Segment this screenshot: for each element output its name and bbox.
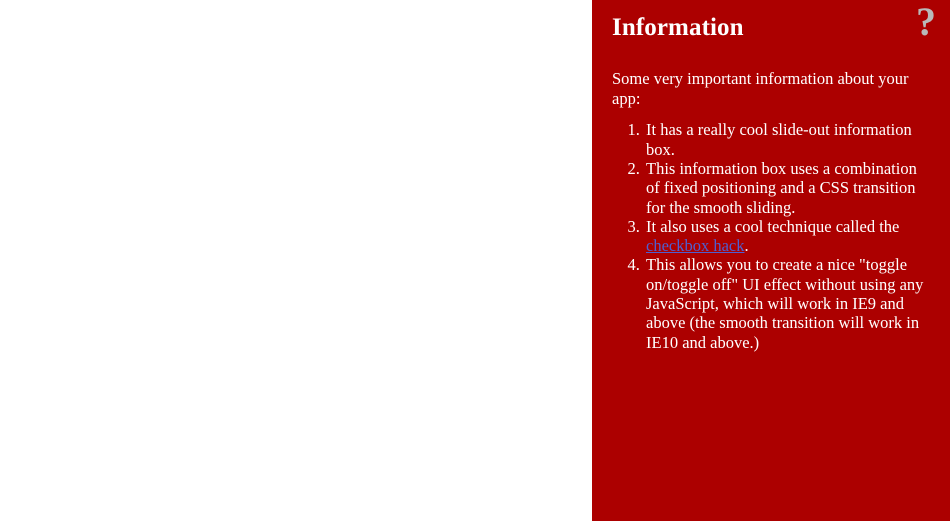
checkbox-hack-link[interactable]: checkbox hack (646, 236, 745, 256)
panel-title: Information (612, 14, 744, 41)
list-item (644, 217, 933, 256)
list-item (644, 159, 933, 217)
information-panel (592, 0, 950, 521)
list-item-text: It has a really cool slide-out information box. (646, 120, 912, 159)
list-item-text: It also uses a cool technique called the (646, 216, 900, 236)
list-item-suffix: . (744, 236, 749, 256)
list-item (644, 120, 933, 159)
question-mark-icon[interactable]: ? (916, 0, 936, 44)
panel-intro-text: Some very important information about your app: (612, 68, 909, 108)
list-item-text: This information box uses a combination of fixed positioning and a CSS transition for the smooth sliding. (646, 158, 917, 217)
list-item (644, 255, 933, 351)
panel-info-list (609, 120, 933, 352)
list-item-text: This allows you to create a nice "toggle on/toggle off" UI effect without using any JavaScript, which will work in IE9 and above (the smooth transition will work in IE10 and above.) (646, 255, 924, 352)
